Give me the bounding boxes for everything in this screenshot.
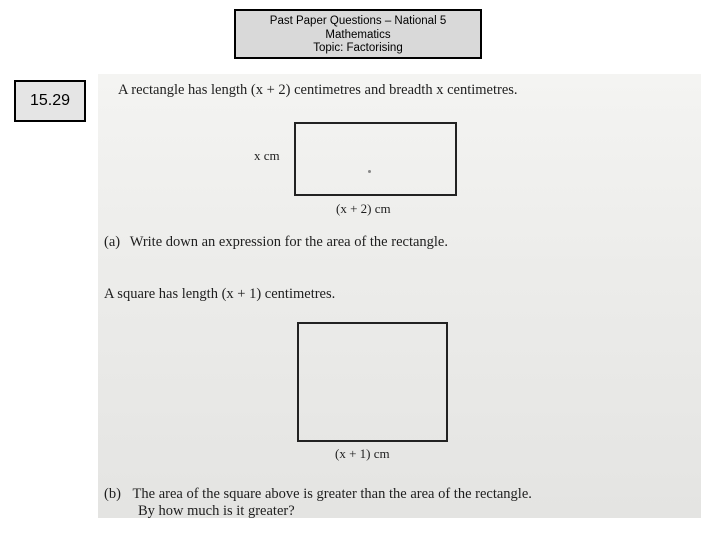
rect-breadth-label: x cm [254,148,280,163]
part-b [104,486,532,503]
square-diagram [297,322,448,442]
rectangle-intro: A rectangle has length (x + 2) centimetres and breadth x centimetres. [118,82,518,98]
square-intro: A square has length (x + 1) centimetres. [104,286,336,302]
part-b-line2: By how much is it greater? [138,503,295,519]
square-length-label: (x + 1) cm [335,446,390,461]
part-b-line1: The area of the square above is greater than the area of the rectangle. [132,486,532,502]
part-b-label: (b) [104,486,121,502]
header-title: Past Paper Questions – National 5 [269,15,447,27]
part-a [104,234,448,251]
header-subject: Mathematics [325,28,391,41]
rect-length-label: (x + 2) cm [336,201,391,216]
part-a-label: (a) [104,234,121,250]
header-box [234,9,482,59]
part-a-text: Write down an expression for the area of the rectangle. [129,234,448,250]
scanned-question [98,74,701,518]
question-number-box [14,80,86,122]
rectangle-diagram [294,122,457,196]
question-number: 15.29 [29,92,71,109]
scan-speck [368,170,371,173]
header-topic: Topic: Factorising [313,42,403,54]
